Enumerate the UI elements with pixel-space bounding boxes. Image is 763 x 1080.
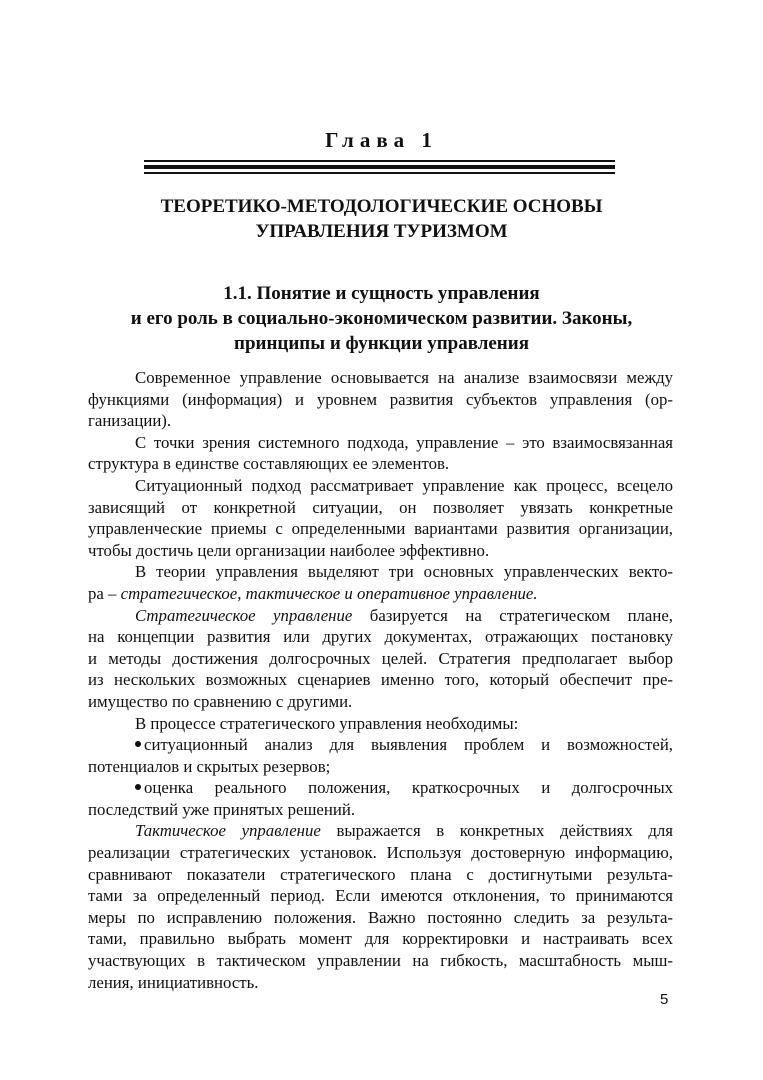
paragraph: [88, 713, 673, 735]
section-heading: [0, 281, 763, 356]
text-span: выражается в конкретных действиях для: [320, 821, 673, 841]
paragraph: [88, 475, 673, 561]
text-line: С точки зрения системного подхода, управление – это взаимосвязанная: [135, 432, 673, 452]
text-line: [88, 777, 673, 799]
text-line: тами, правильно выбрать момент для корректировки и настраивать всех: [88, 929, 673, 949]
text-line: чтобы достичь цели организации наиболее эффективно.: [88, 540, 490, 560]
section-heading-line: 1.1. Понятие и сущность управления: [223, 283, 540, 304]
chapter-title-line: ТЕОРЕТИКО-МЕТОДОЛОГИЧЕСКИЕ ОСНОВЫ: [160, 196, 603, 217]
text-line: участвующих в тактическом управлении на гибкость, масштабность мыш-: [88, 951, 673, 971]
text-line: [88, 583, 673, 605]
text-line: тами за определенный период. Если имеются отклонения, то принимаются: [88, 886, 673, 906]
paragraph: [88, 367, 673, 432]
text-line: [88, 734, 673, 756]
text-line: В процессе стратегического управления необходимы:: [135, 713, 519, 733]
text-line: имущество по сравнению с другими.: [88, 691, 353, 711]
text-line: зависящий от конкретной ситуации, он позволяет увязать конкретные: [88, 497, 673, 517]
page-number: 5: [660, 991, 669, 1008]
text-line: управленческие приемы с определенными вариантами развития организации,: [88, 519, 673, 539]
text-span: ситуационный анализ для выявления проблем и возможностей,: [144, 735, 673, 755]
text-line: Современное управление основывается на анализе взаимосвязи между: [135, 368, 673, 387]
paragraph: [88, 561, 673, 604]
section-heading-line: принципы и функции управления: [234, 333, 529, 354]
text-line: из нескольких возможных сценариев именно того, который обеспечит пре-: [88, 670, 673, 690]
text-line: структура в единстве составляющих ее элементов.: [88, 454, 450, 474]
section-heading-line: и его роль в социально-экономическом развитии. Законы,: [130, 308, 633, 329]
text-line: реализации стратегических установок. Используя достоверную информацию,: [88, 843, 673, 863]
text-span: базируется на стратегическом плане,: [352, 605, 673, 625]
bullet-item: [88, 777, 673, 820]
text-line: функциями (информация) и уровнем развития субъектов управления (ор-: [88, 389, 673, 409]
text-line: В теории управления выделяют три основных управленческих векто-: [135, 562, 673, 582]
chapter-title-line: УПРАВЛЕНИЯ ТУРИЗМОМ: [255, 221, 508, 242]
rule-thick-line: [144, 165, 615, 169]
rule-thin-line: [144, 160, 615, 162]
paragraph: [88, 820, 673, 993]
text-line: последствий уже принятых решений.: [88, 799, 356, 819]
text-line: и методы достижения долгосрочных целей. Стратегия предполагает выбор: [88, 648, 673, 668]
body-text: [88, 367, 673, 993]
text-line: на концепции развития или других документах, отражающих постановку: [88, 627, 673, 647]
chapter-title: [0, 194, 763, 244]
bullet-item: [88, 734, 673, 777]
italic-term: стратегическое, тактическое и оперативное управление.: [120, 583, 538, 603]
paragraph: [88, 605, 673, 713]
italic-term: Тактическое управление: [135, 821, 321, 841]
double-rule-divider: [144, 160, 615, 177]
text-line: [88, 605, 673, 627]
text-line: Ситуационный подход рассматривает управление как процесс, всецело: [135, 475, 673, 495]
bullet-icon: [135, 741, 141, 747]
text-line: ганизации).: [88, 411, 172, 431]
text-line: [88, 820, 673, 842]
text-line: ления, инициативность.: [88, 972, 259, 992]
paragraph: [88, 432, 673, 475]
text-line: сравнивают показатели стратегического плана с достигнутыми результа-: [88, 864, 673, 884]
bullet-icon: [135, 784, 141, 790]
italic-term: Стратегическое управление: [135, 605, 353, 625]
text-span: ра –: [88, 583, 121, 603]
text-line: потенциалов и скрытых резервов;: [88, 756, 331, 776]
text-line: меры по исправлению положения. Важно постоянно следить за результа-: [88, 907, 673, 927]
rule-thin-line: [144, 172, 615, 174]
text-span: оценка реального положения, краткосрочных и долгосрочных: [144, 778, 673, 798]
chapter-heading: Глава 1: [325, 128, 438, 152]
